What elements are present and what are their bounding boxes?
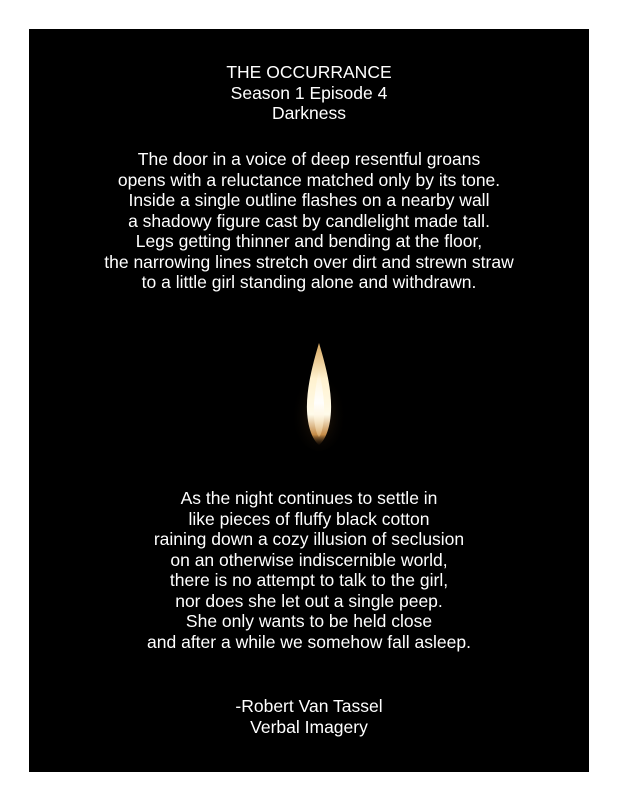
stanza-1 (29, 149, 589, 293)
stanza-line: to a little girl standing alone and withdrawn. (141, 272, 477, 292)
author-name: -Robert Van Tassel (235, 696, 383, 716)
stanza-line: opens with a reluctance matched only by its tone. (117, 169, 501, 190)
poem-title: THE OCCURRANCE (226, 62, 392, 82)
stanza-line: like pieces of fluffy black cotton (188, 508, 430, 529)
stanza-line: raining down a cozy illusion of seclusion (153, 529, 465, 549)
stanza-line: nor does she let out a single peep. (175, 590, 443, 611)
stanza-line: there is no attempt to talk to the girl, (169, 570, 449, 590)
stanza-line: As the night continues to settle in (180, 488, 438, 508)
stanza-line: the narrowing lines stretch over dirt and strewn straw (104, 251, 514, 272)
stanza-2 (29, 488, 589, 652)
stanza-line: The door in a voice of deep resentful groans (137, 149, 481, 169)
stanza-line: She only wants to be held close (185, 611, 433, 631)
stanza-line: a shadowy figure cast by candlelight made tall. (128, 210, 490, 231)
stanza-line: Legs getting thinner and bending at the floor, (135, 231, 483, 251)
stanza-line: Inside a single outline flashes on a nearby wall (128, 190, 490, 210)
episode-label: Season 1 Episode 4 (230, 82, 388, 103)
stanza-line: on an otherwise indiscernible world, (170, 549, 448, 570)
collection-name: Verbal Imagery (250, 716, 368, 737)
poem-subtitle: Darkness (272, 103, 346, 123)
poem-header (29, 62, 589, 124)
stanza-line: and after a while we somehow fall asleep. (147, 631, 471, 652)
poem-page (29, 29, 589, 772)
candle-flame-icon (291, 341, 347, 451)
signature (29, 696, 589, 737)
